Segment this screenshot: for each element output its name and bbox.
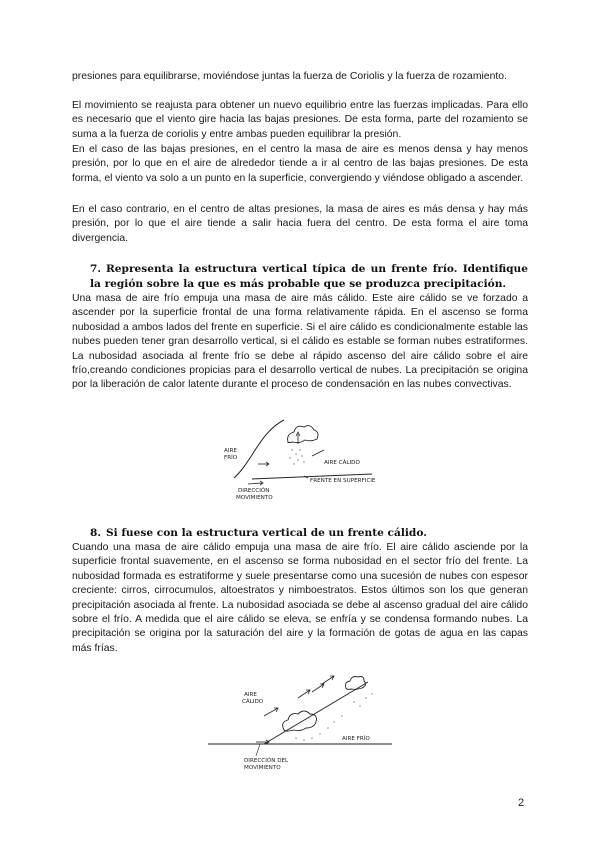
direction-arrow-icon	[248, 483, 262, 484]
cloud-small-icon	[346, 677, 366, 690]
label-direction-1: DIRECCIÓN DEL	[244, 758, 289, 764]
section-8-number: 8.	[90, 527, 102, 539]
frontal-surface-curve	[234, 420, 284, 478]
paragraph-bajas-presiones: En el caso de las bajas presiones, en el centro la masa de aire es menos densa y hay menos presión, por lo que en el aire de alrededor tiende a ir al centro de las bajas presiones. De esta forma, el viento va solo a un punto en la superficie, convergiendo y viéndose obligado a ascender.	[72, 144, 528, 184]
section-7-body: Una masa de aire frío empuja una masa de aire más cálido. Este aire cálido se ve forzado a ascender por la superficie frontal de una forma relativamente rápida. En el ascenso se forma nubosidad a ambos lados del frente en superficie. Si el aire cálido es condicionalmente estable las nubes pueden tener gran desarrollo vertical, si el cálido es estable se forman nubes estratiformes. La nubosidad asociada al frente frío se debe al rápido ascenso del aire cálido sobre el aire frío,creando condiciones propicias para el desarrollo vertical de nubes. La precipitación se origina por la liberación de calor latente durante el proceso de condensación en las nubes convectivas.	[72, 293, 528, 391]
section-8-title: Si fuese con la estructura vertical de un frente cálido.	[106, 527, 427, 539]
section-8-body: Cuando una masa de aire cálido empuja una masa de aire frío. El aire cálido asciende por la superficie frontal suavemente, en el ascenso se forma nubosidad en el sector frío del frente. La nubosidad formada es estratiforme y suele presentarse como una sucesión de nubes con espesor creciente: cirros, cirrocumulos, altoestratos y nimboestratos. Estos últimos son los que generan precipitación asociada al frente. La nubosidad asociada se debe al ascenso gradual del aire cálido sobre el frío. A medida que el aire cálido se eleva, se enfría y se condensa formando nubes. La precipitación se origina por la saturación del aire y la formación de gotas de agua en las capas más frías.	[72, 542, 528, 654]
paragraph-altas-presiones: En el caso contrario, en el centro de altas presiones, la masa de aires es más densa y hay más presión, por lo que el aire tiende a salir hacia fuera del centro. De esta forma el aire toma divergencia.	[72, 204, 528, 244]
label-surface-front: FRENTE EN SUPERFICIE	[310, 478, 376, 484]
section-7-heading	[90, 262, 528, 291]
label-cold-air-1: AIRE	[224, 448, 237, 454]
warm-front-diagram	[204, 668, 396, 776]
cold-front-sketch	[212, 412, 392, 504]
warm-front-sketch	[204, 668, 396, 776]
section-7-number: 7.	[90, 263, 102, 275]
page-number: 2	[518, 797, 525, 809]
label-cold-air-2: FRÍO	[224, 455, 238, 461]
rain-icon	[289, 449, 304, 464]
cold-front-diagram	[212, 412, 392, 504]
frontal-surface-line	[264, 682, 368, 744]
cloud-large-icon	[283, 711, 317, 731]
label-direction-2: MOVIMIENTO	[244, 765, 281, 771]
label-warm-air-2: CÁLIDO	[242, 699, 264, 705]
section-7-title: Representa la estructura vertical típica de un frente frío. Identifique la región sobre la que es más probable que se produzca precipitación.	[90, 263, 528, 290]
label-direction-1: DIRECCIÓN	[238, 488, 270, 494]
label-warm-air: AIRE CÁLIDO	[324, 460, 360, 466]
section-8-heading	[90, 526, 528, 541]
label-direction-2: MOVIMIENTO	[236, 495, 273, 501]
paragraph-reajuste: El movimiento se reajusta para obtener un nuevo equilibrio entre las fuerzas implicadas. Para ello es necesario que el viento gire hacia las bajas presiones. De esta forma, parte del rozamiento se suma a la fuerza de coriolis y entre ambas pueden equilibrar la presión.	[72, 100, 528, 140]
label-warm-air-1: AIRE	[244, 692, 257, 698]
paragraph-coriolis: presiones para equilibrarse, moviéndose juntas la fuerza de Coriolis y la fuerza de rozamiento.	[72, 71, 507, 82]
cloud-icon	[288, 426, 318, 443]
rain-icon	[295, 693, 372, 740]
rising-arrows-icon	[298, 676, 334, 698]
label-cold-air: AIRE FRÍO	[342, 736, 370, 742]
